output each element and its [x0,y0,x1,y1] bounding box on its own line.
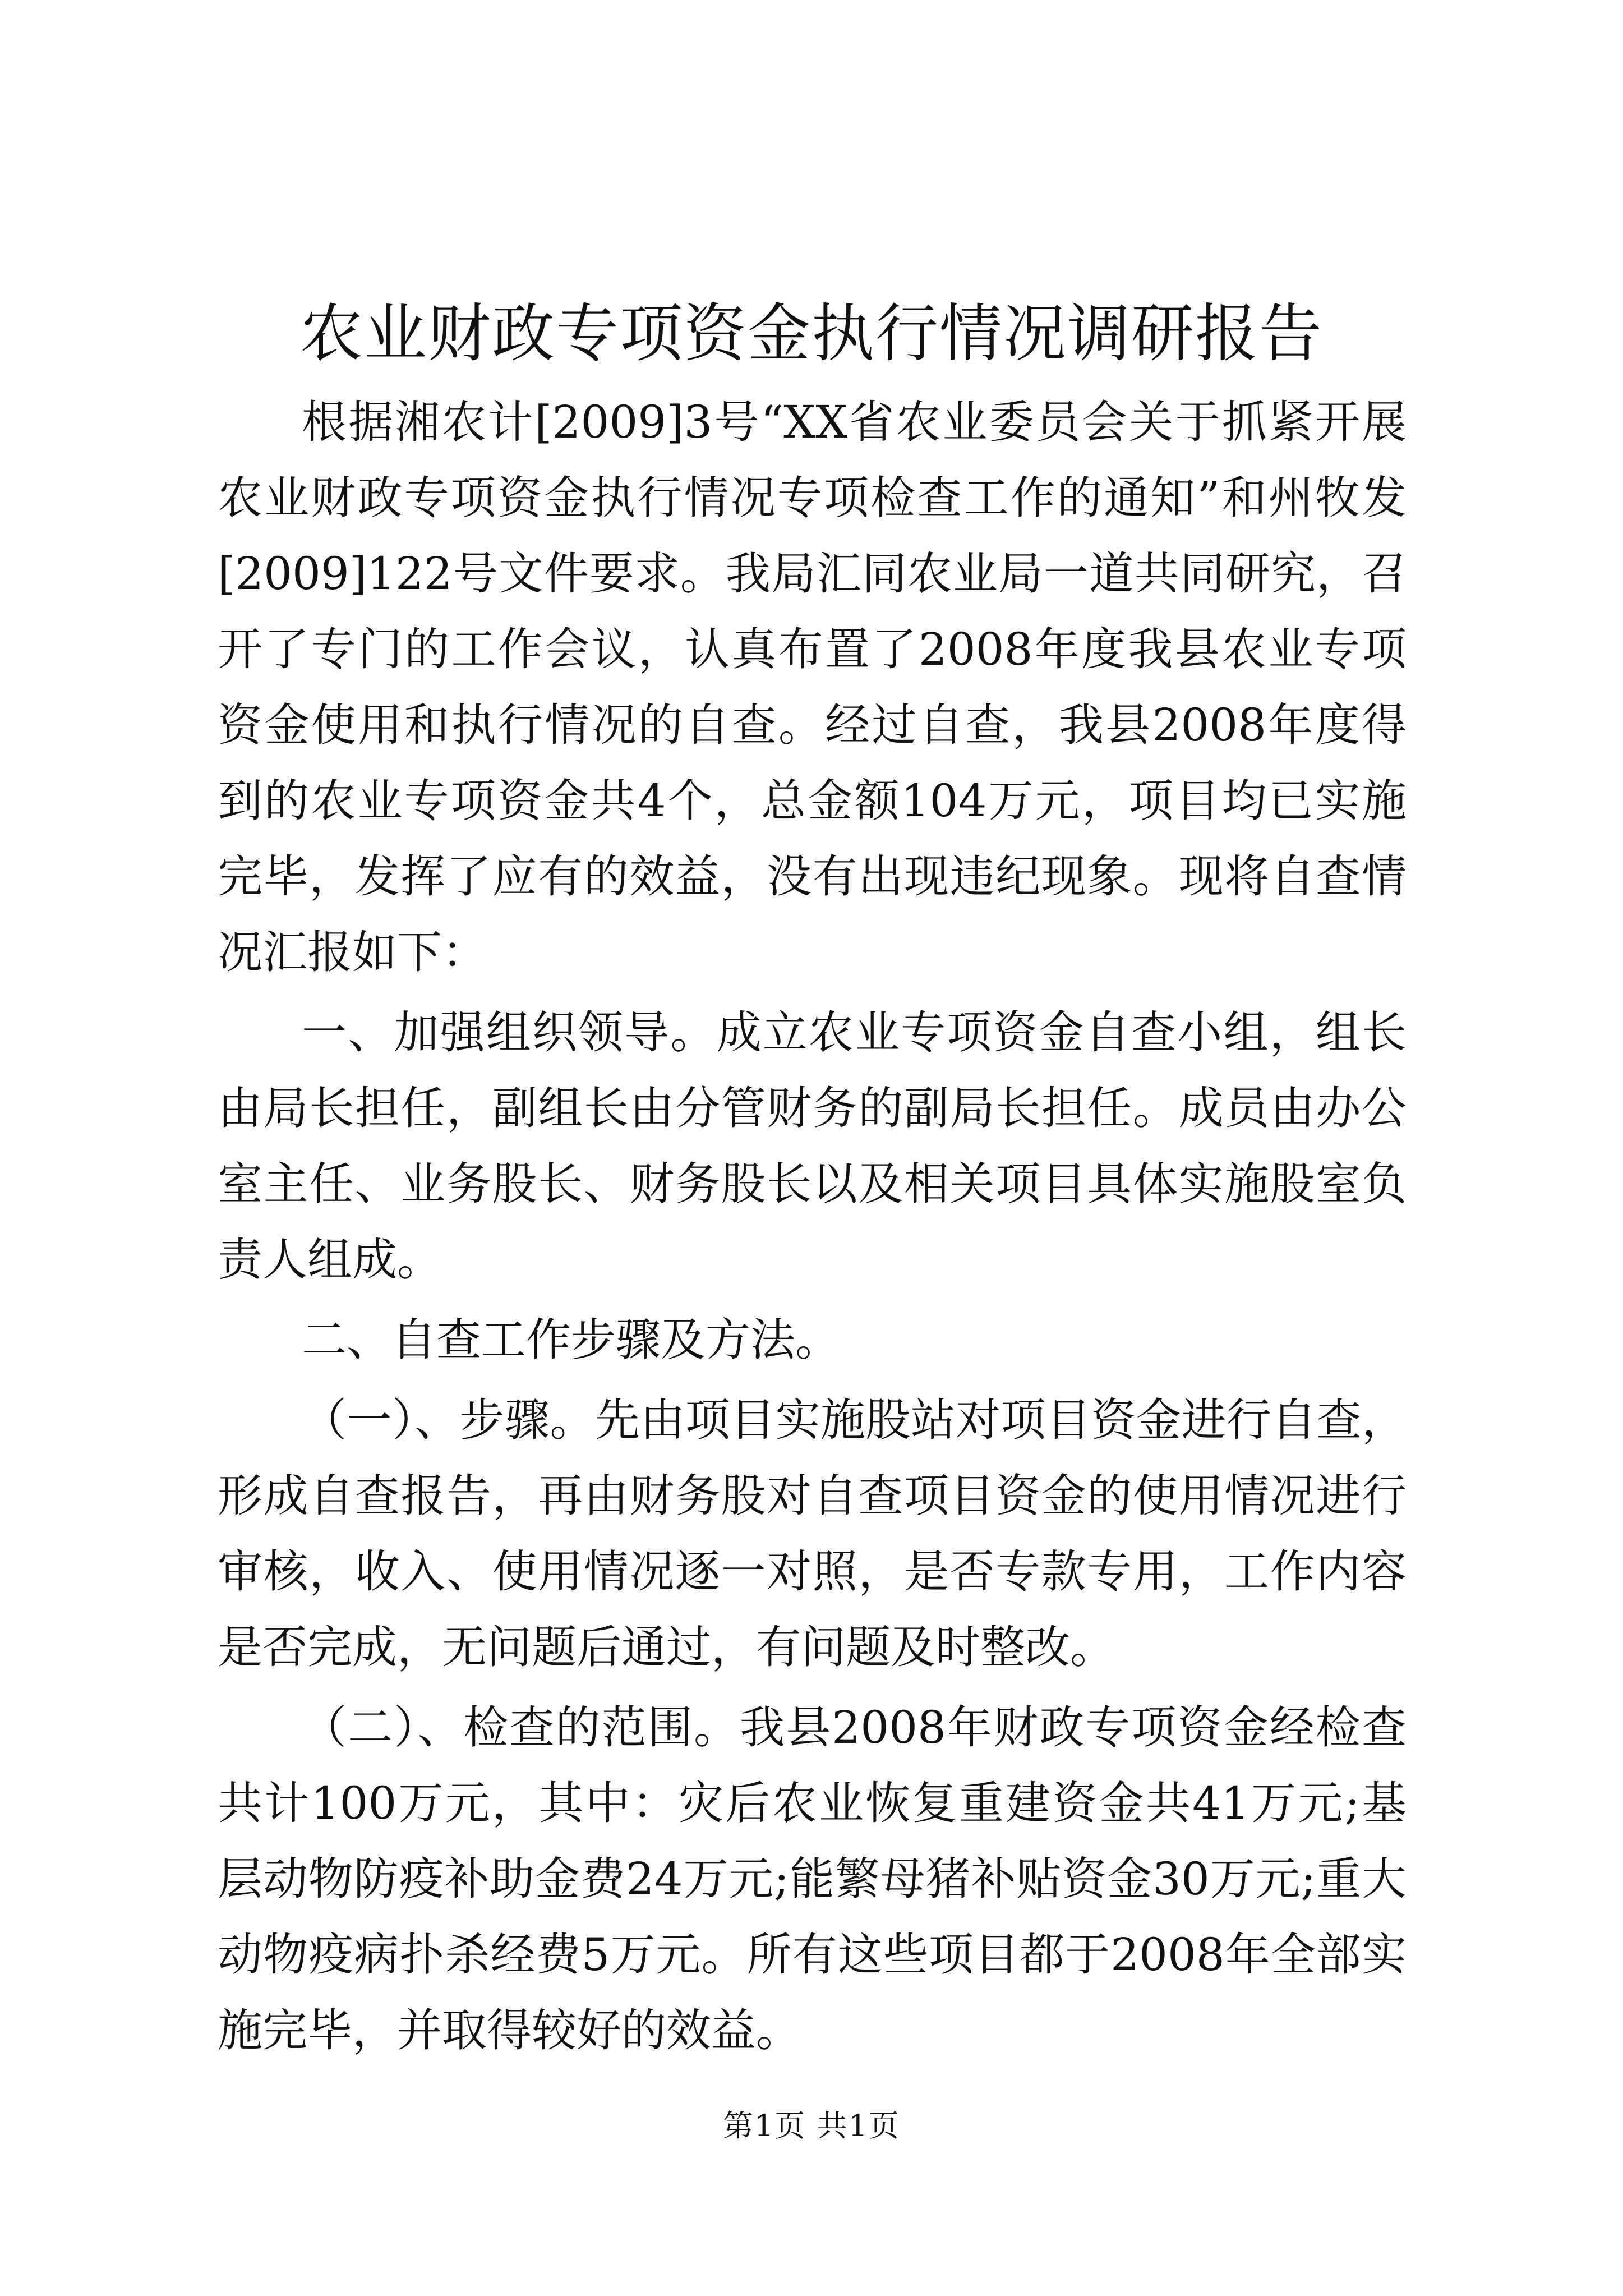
document-body [218,384,1407,2068]
paragraph-steps: （一）、步骤。先由项目实施股站对项目资金进行自查，形成自查报告，再由财务股对自查项目资金的使用情况进行审核，收入、使用情况逐一对照，是否专款专用，工作内容是否完成，无问题后通过，有问题及时整改。 [218,1394,1407,1673]
paragraph-section-1: 一、加强组织领导。成立农业专项资金自查小组，组长由局长担任，副组长由分管财务的副局长担任。成员由办公室主任、业务股长、财务股长以及相关项目具体实施股室负责人组成。 [218,1006,1407,1286]
document-title: 农业财政专项资金执行情况调研报告 [300,297,1323,370]
paragraph-scope: （二）、检查的范围。我县2008年财政专项资金经检查共计100万元，其中：灾后农业恢复重建资金共41万元;基层动物防疫补助金费24万元;能繁母猪补贴资金30万元;重大动物疫病扑杀经费5万元。所有这些项目都于2008年全部实施完毕，并取得较好的效益。 [218,1701,1407,2056]
paragraph-section-2-heading: 二、自查工作步骤及方法。 [302,1314,840,1366]
page-number-footer: 第1页 共1页 [723,2108,900,2143]
paragraph-intro: 根据湘农计[2009]3号“XX省农业委员会关于抓紧开展农业财政专项资金执行情况专项检查工作的通知”和州牧发[2009]122号文件要求。我局汇同农业局一道共同研究，召开了专门的工作会议，认真布置了2008年度我县农业专项资金使用和执行情况的自查。经过自查，我县2008年度得到的农业专项资金共4个，总金额104万元，项目均已实施完毕，发挥了应有的效益，没有出现违纪现象。现将自查情况汇报如下： [218,396,1407,978]
